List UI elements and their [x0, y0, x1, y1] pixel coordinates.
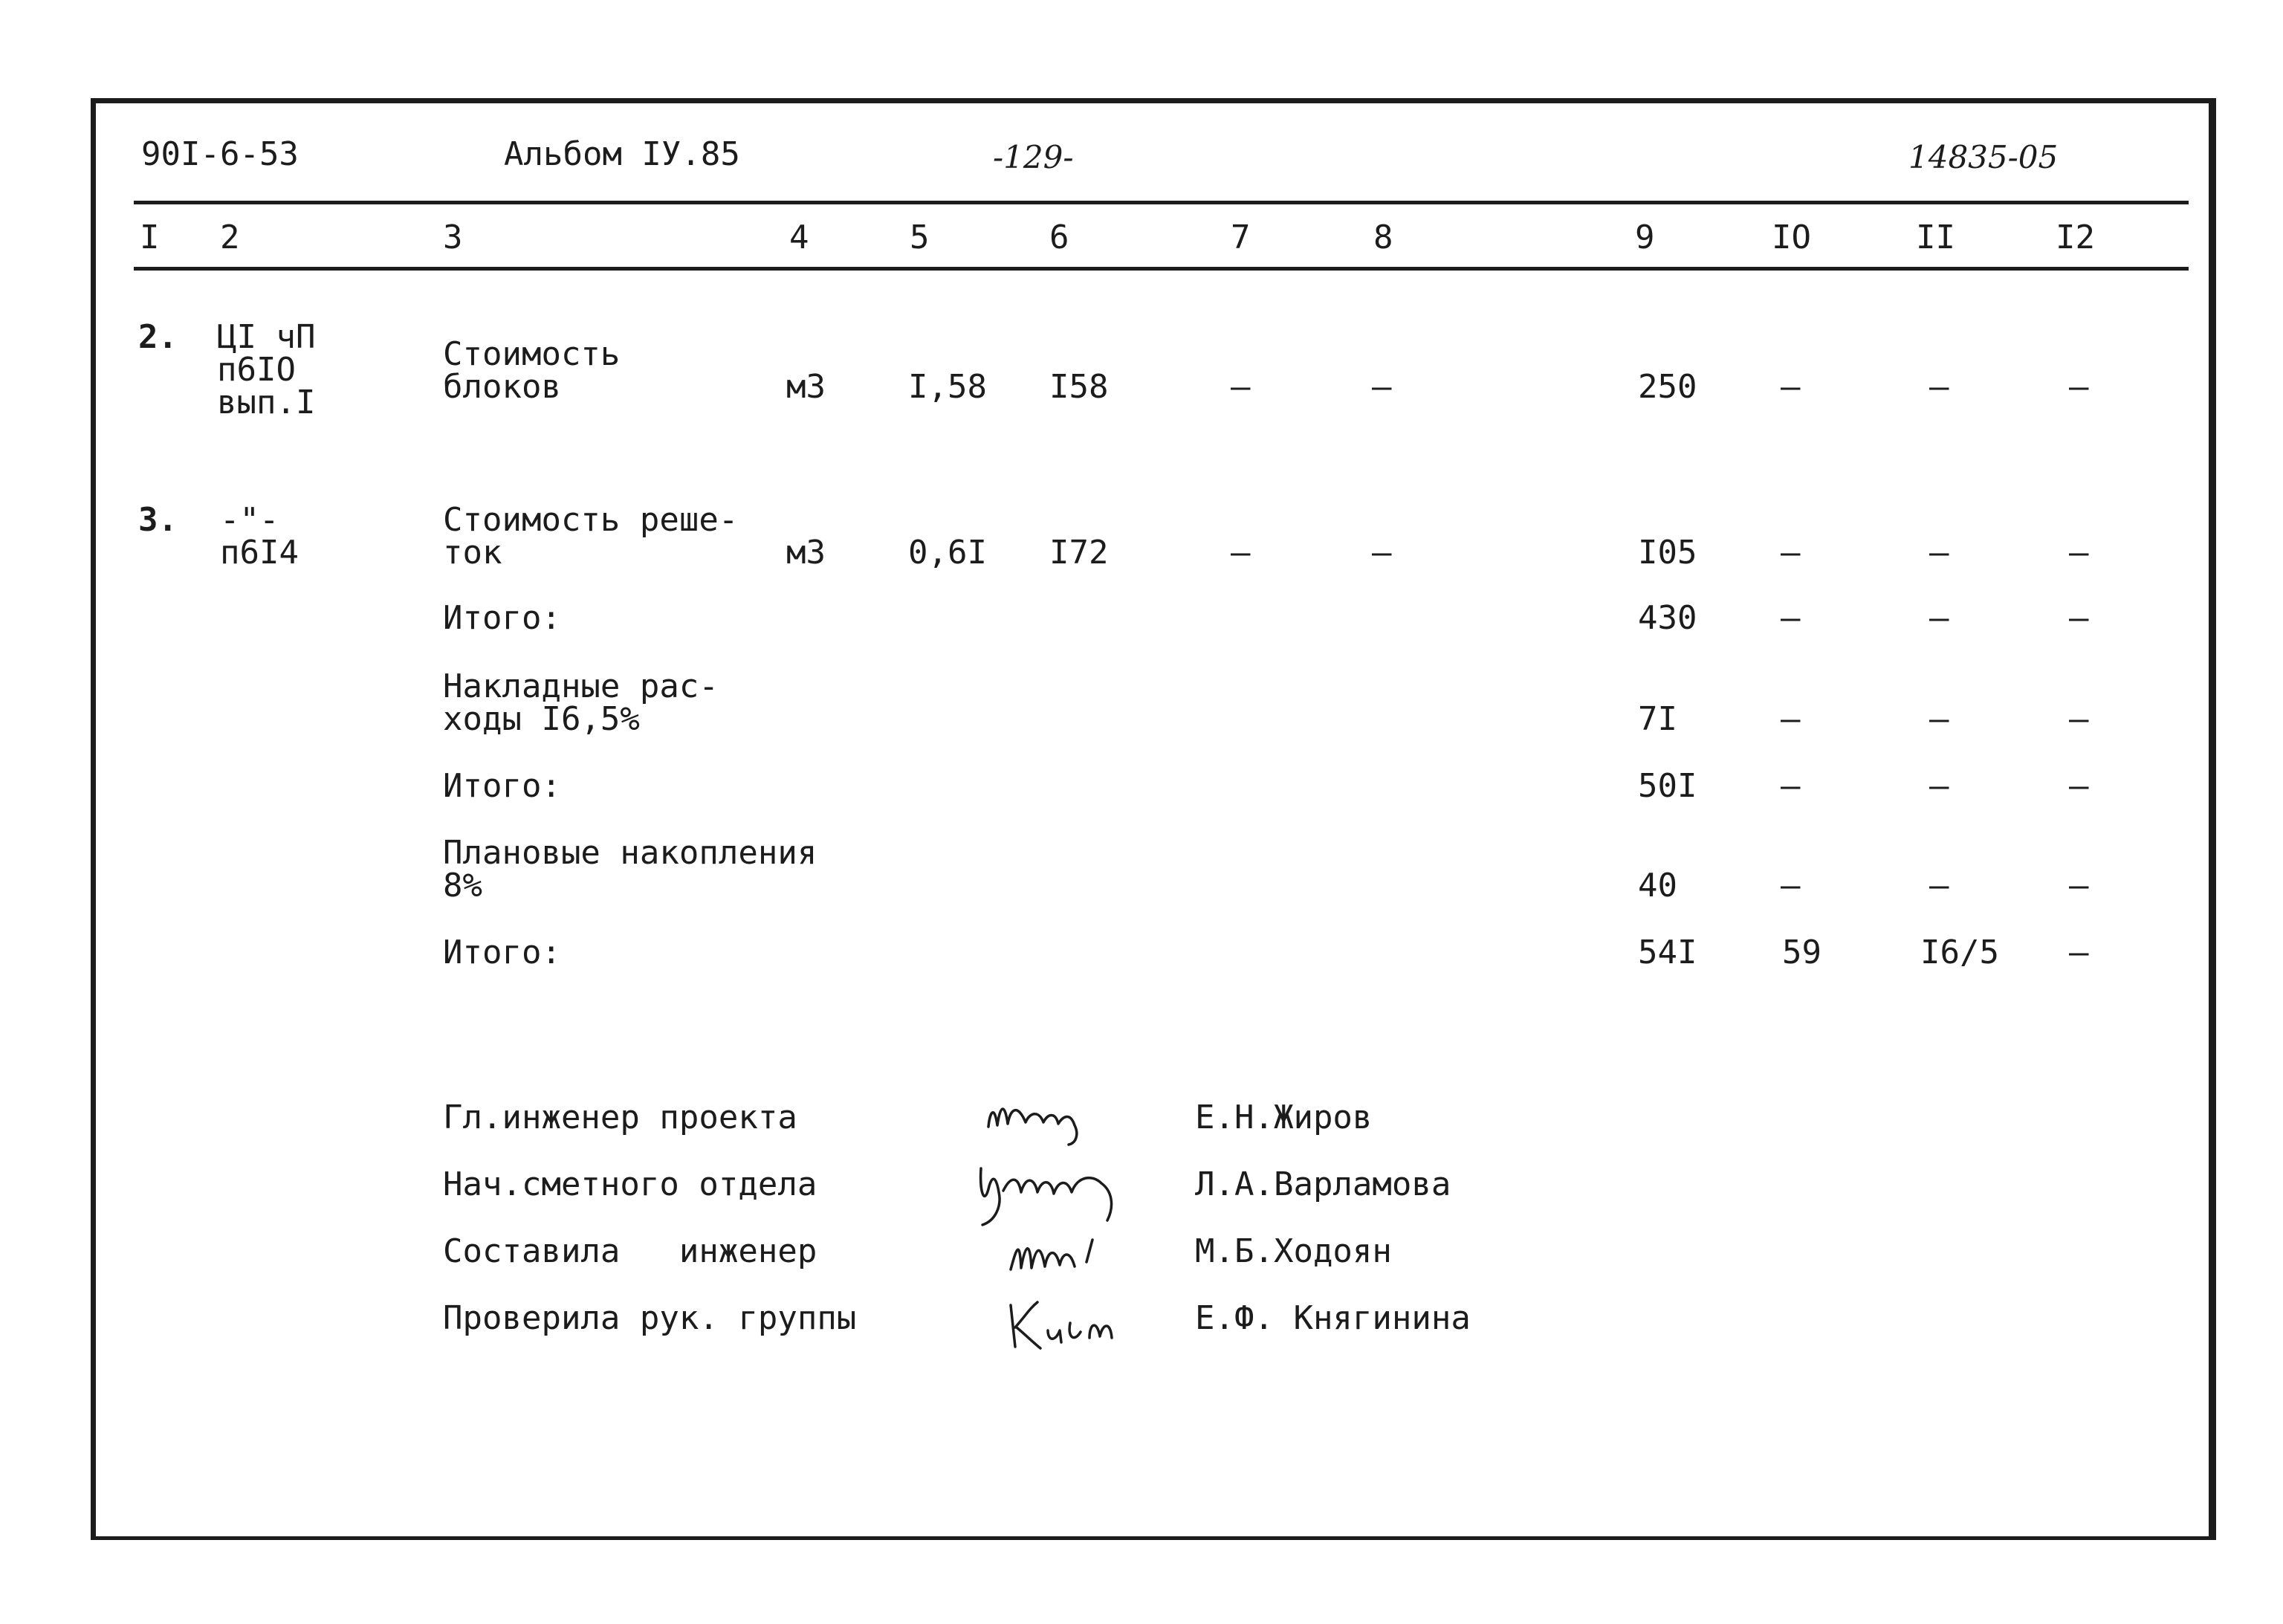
row-unit: м3 — [786, 368, 826, 406]
summary-col9: 50I — [1638, 767, 1697, 805]
column-number: 8 — [1373, 219, 1393, 256]
summary-col11: – — [1929, 767, 1949, 805]
row-code: ЦI чП п6IO вып.I — [217, 318, 316, 421]
album-label: Альбом IУ.85 — [504, 135, 740, 173]
summary-col11: I6/5 — [1920, 934, 1999, 971]
doc-code: 90I-6-53 — [141, 135, 299, 173]
column-number: I — [140, 219, 160, 256]
column-number: 9 — [1635, 219, 1655, 256]
column-number: 7 — [1231, 219, 1251, 256]
row-col7: – — [1231, 368, 1251, 406]
column-number: 2 — [220, 219, 240, 256]
summary-col10: – — [1781, 767, 1801, 805]
handwritten-signature — [1003, 1225, 1152, 1284]
column-number: IO — [1772, 219, 1811, 256]
row-name: Стоимость блоков — [443, 335, 621, 406]
row-col12: – — [2069, 368, 2089, 406]
column-number: I2 — [2056, 219, 2095, 256]
row-quantity: 0,6I — [908, 534, 987, 572]
signer-name: М.Б.Ходоян — [1195, 1232, 1392, 1270]
summary-label: Итого: — [443, 767, 561, 805]
row-price: I72 — [1049, 534, 1109, 572]
signer-role: Проверила рук. группы — [443, 1299, 857, 1337]
column-number: 5 — [910, 219, 930, 256]
summary-label: Плановые накопления 8% — [443, 834, 817, 905]
signer-role: Нач.сметного отдела — [443, 1165, 817, 1203]
signer-name: Е.Н.Жиров — [1195, 1099, 1373, 1136]
summary-col11: – — [1929, 867, 1949, 905]
signer-name: Л.А.Варламова — [1195, 1165, 1451, 1203]
summary-col12: – — [2069, 767, 2089, 805]
column-header-rule — [134, 267, 2189, 271]
signer-role: Составила инженер — [443, 1232, 817, 1270]
row-number: 2. — [138, 318, 178, 356]
row-col8: – — [1372, 368, 1392, 406]
column-number: II — [1916, 219, 1955, 256]
row-unit: м3 — [786, 534, 826, 572]
handwritten-signature — [966, 1154, 1189, 1235]
summary-label: Итого: — [443, 599, 561, 637]
column-number: 4 — [789, 219, 809, 256]
row-col10: – — [1781, 368, 1801, 406]
summary-col9: 7I — [1638, 700, 1677, 738]
row-name: Стоимость реше- ток — [443, 501, 739, 572]
summary-col11: – — [1929, 599, 1949, 637]
handwritten-signature — [1000, 1293, 1149, 1360]
summary-col10: 59 — [1782, 934, 1821, 971]
row-col11: – — [1929, 368, 1949, 406]
inventory-number: 14835-05 — [1908, 139, 2059, 175]
summary-label: Накладные рас- ходы I6,5% — [443, 667, 719, 738]
row-number: 3. — [138, 501, 178, 539]
summary-label: Итого: — [443, 934, 561, 971]
column-number: 3 — [443, 219, 463, 256]
row-col10: – — [1781, 534, 1801, 572]
row-col12: – — [2069, 534, 2089, 572]
header-rule — [134, 201, 2189, 204]
summary-col11: – — [1929, 700, 1949, 738]
row-quantity: I,58 — [908, 368, 987, 406]
summary-col12: – — [2069, 700, 2089, 738]
row-col7: – — [1231, 534, 1251, 572]
summary-col12: – — [2069, 867, 2089, 905]
summary-col12: – — [2069, 934, 2089, 971]
column-number: 6 — [1049, 219, 1069, 256]
signer-role: Гл.инженер проекта — [443, 1099, 797, 1136]
summary-col10: – — [1781, 700, 1801, 738]
row-col9: I05 — [1638, 534, 1697, 572]
summary-col10: – — [1781, 599, 1801, 637]
summary-col9: 430 — [1638, 599, 1697, 637]
row-col11: – — [1929, 534, 1949, 572]
row-price: I58 — [1049, 368, 1109, 406]
summary-col9: 40 — [1638, 867, 1677, 905]
signer-name: Е.Ф. Княгинина — [1195, 1299, 1471, 1337]
row-col8: – — [1372, 534, 1392, 572]
page-number: -129- — [993, 139, 1074, 175]
document-frame — [91, 98, 2216, 1540]
summary-col10: – — [1781, 867, 1801, 905]
row-col9: 250 — [1638, 368, 1697, 406]
summary-col9: 54I — [1638, 934, 1697, 971]
row-code: -"- п6I4 — [220, 501, 299, 572]
handwritten-signature — [981, 1090, 1115, 1149]
summary-col12: – — [2069, 599, 2089, 637]
